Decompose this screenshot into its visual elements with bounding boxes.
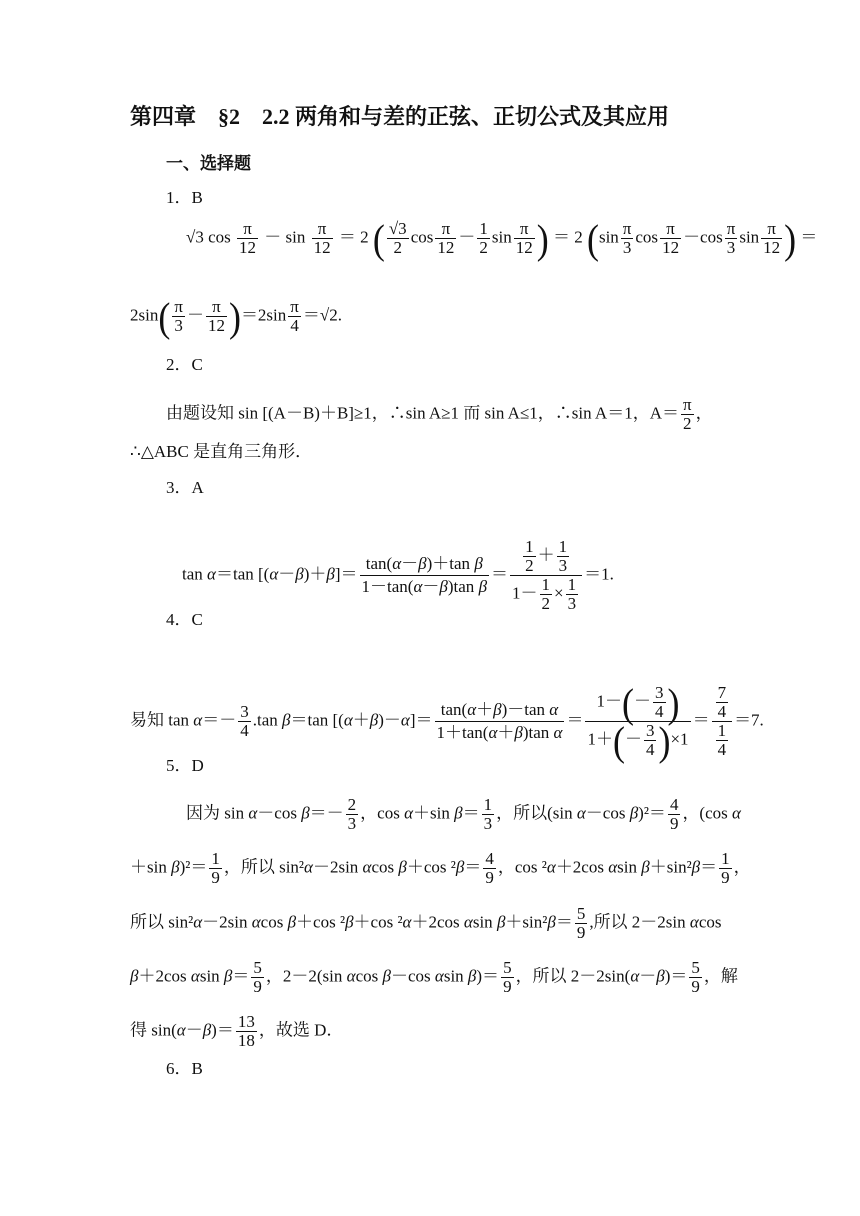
answer-3-label: 3．A — [166, 478, 204, 497]
answer-4-label: 4．C — [166, 610, 203, 629]
answer-2-text-line-2: ∴△ABC 是直角三角形． — [130, 442, 313, 461]
answer-4-equation: 易知 tan α＝－ $\frac{3}{4}$ .tan β＝tan [(α＋β)－α]＝ $\frac{\text{tan(α＋β)－tan α}}{\text{1＋tan(α＋β)tan α}}$ ＝ 1－(－ $\frac{3}{4}$ ) 1＋(－ $\frac{3}{4}$ )×1 ＝ $\frac{\frac{7}{4}}{\frac{1}{4}}$ ＝7. — [130, 679, 764, 764]
answer-5-line-5: 得 sin(α－β)＝ $\frac{13}{18}$ ，故选 D． — [130, 1012, 344, 1050]
answer-2-label: 2．C — [166, 355, 203, 374]
answer-6-label: 6．B — [166, 1059, 203, 1078]
answer-5-solve: 解 — [720, 966, 738, 986]
answer-5-final-prefix: 得 — [130, 1020, 147, 1040]
answer-5-line-4: β＋2cos αsin β＝ $\frac{5}{9}$ ，2－2(sin αcos β－cos αsin β)＝ $\frac{5}{9}$ ，所以 2－2sin(α－β)＝ $\frac{5}{9}$ ，解 — [130, 958, 738, 996]
answer-2-text-line-1: 由题设知 sin [(A－B)＋B]≥1，∴sin A≥1 而 sin A≤1，∴sin A＝1，A＝ $\frac{\pi}{2}$ ， — [166, 395, 713, 433]
answer-1-equation-line-1: √3 cos $\frac{\pi}{12}$ － sin $\frac{\pi}{12}$ ＝ 2 ( $\frac{√3}{2}$ cos $\frac{\pi}{12}$ － $\frac{1}{2}$ sin $\frac{\pi}{12}$ ) ＝ 2 (sin $\frac{\pi}{3}$ cos $\frac{\pi}{12}$ －cos $\frac{\pi}{3}$ sin $\frac{\pi}{12}$ ) ＝ — [186, 215, 818, 262]
page-title: 第四章 §2 2.2 两角和与差的正弦、正切公式及其应用 — [130, 104, 670, 129]
answer-5-final-suffix: ，故选 D． — [258, 1020, 344, 1040]
answer-2-text-a: 由题设知 sin [(A－B)＋B]≥1，∴sin A≥1 而 sin A≤1，∴sin A＝1，A＝ — [166, 403, 679, 423]
answer-4-prefix: 易知 — [130, 710, 164, 730]
answer-5-label: 5．D — [166, 756, 204, 775]
answer-5-because: 因为 — [186, 803, 220, 823]
answer-1-equation-line-2: 2sin( $\frac{\pi}{3}$ － $\frac{\pi}{12}$ )＝2sin $\frac{\pi}{4}$ ＝√2. — [130, 293, 342, 340]
answer-1-label: 1．B — [166, 188, 203, 207]
answer-3-equation: tan α＝tan [(α－β)＋β]＝ $\frac{\text{tan(α－β)＋tan β}}{\text{1－tan(α－β)tan β}}$ ＝ $\frac{1}{2}$ ＋ $\frac{1}{3}$ 1－ $\frac{1}{2}$ × $\frac{1}{3}$ ＝1. — [182, 537, 614, 613]
answer-5-line-2: ＋sin β)²＝ $\frac{1}{9}$ ，所以 sin²α－2sin αcos β＋cos ²β＝ $\frac{4}{9}$ ，cos ²α＋2cos αsin β＋sin²β＝ $\frac{1}{9}$ ， — [130, 849, 751, 887]
answer-5-line-1: 因为 sin α－cos β＝－ $\frac{2}{3}$ ，cos α＋sin β＝ $\frac{1}{3}$ ，所以(sin α－cos β)²＝ $\frac{4}{9}$ ，(cos α — [186, 795, 741, 833]
section-heading: 一、选择题 — [166, 154, 251, 173]
answer-5-line-3: 所以 sin²α－2sin αcos β＋cos ²β＋cos ²α＋2cos αsin β＋sin²β＝ $\frac{5}{9}$ ,所以 2－2sin αcos — [130, 904, 722, 942]
